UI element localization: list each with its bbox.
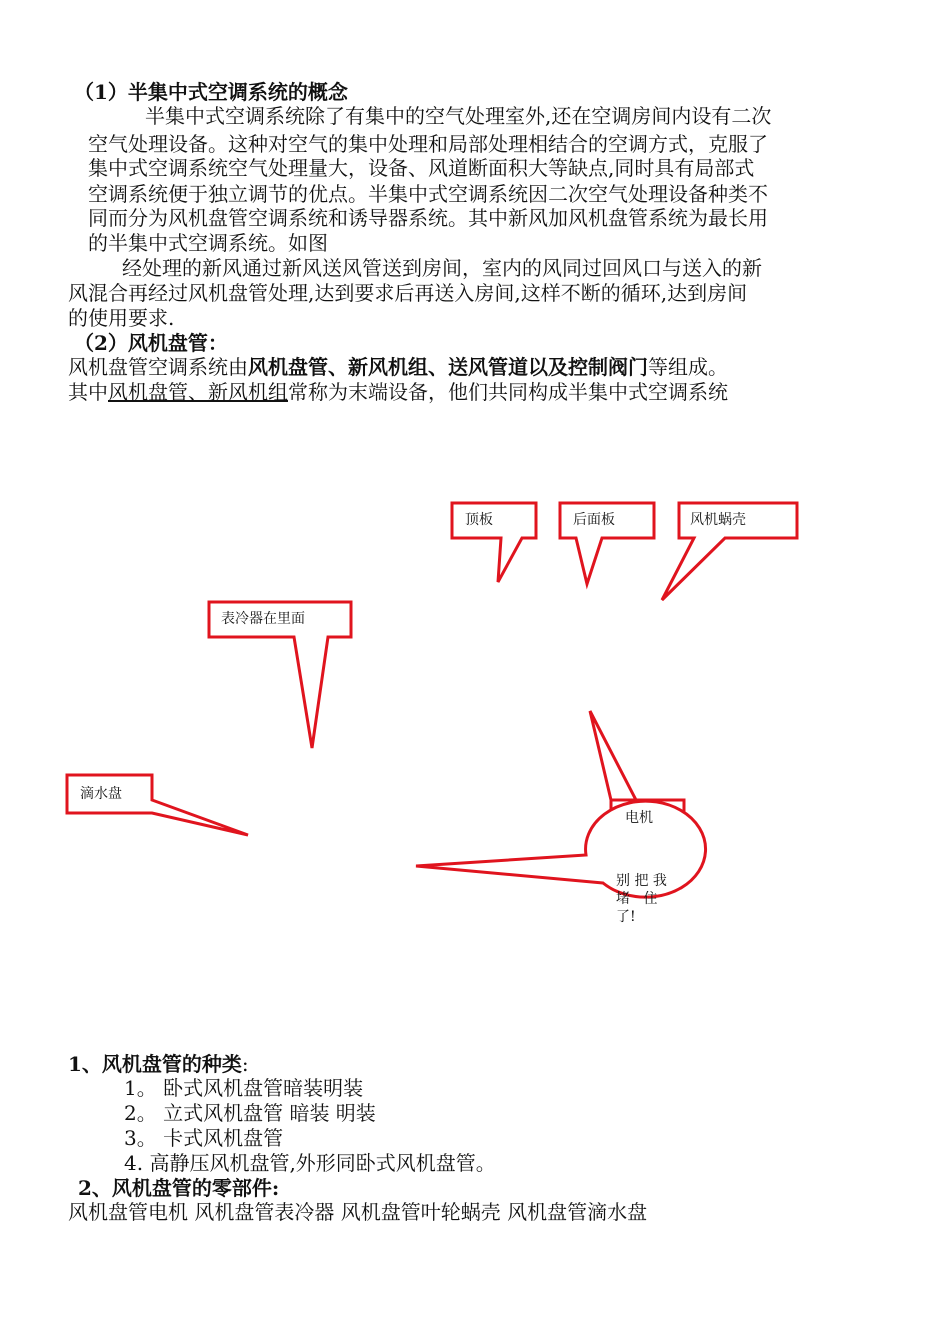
section1-para2-line: 风混合再经过风机盘管处理,达到要求后再送入房间,这样不断的循环,达到房间 xyxy=(68,281,748,305)
callout-dont-block-label: 别 把 我 堵 住 了! xyxy=(616,873,667,925)
callout-drip-tray-shape xyxy=(67,775,248,835)
section2-heading: （2）风机盘管： xyxy=(74,331,228,355)
parts-heading: 2、风机盘管的零部件: xyxy=(78,1176,280,1200)
callout-top-panel-label: 顶板 xyxy=(465,512,493,528)
section1-para2-line: 的使用要求. xyxy=(68,306,175,330)
types-list-item: 2。 立式风机盘管 暗装 明装 xyxy=(124,1101,376,1125)
types-heading: 1、风机盘管的种类 xyxy=(68,1052,242,1076)
callout-rear-panel-label: 后面板 xyxy=(573,512,615,528)
section1-para-line: 空调系统便于独立调节的优点。半集中式空调系统因二次空气处理设备种类不 xyxy=(88,182,768,206)
types-list-item: 4. 高静压风机盘管,外形同卧式风机盘管。 xyxy=(124,1151,496,1175)
section1-para-line: 半集中式空调系统除了有集中的空气处理室外,还在空调房间内设有二次 xyxy=(145,104,772,128)
callout-cooling-coil-label: 表冷器在里面 xyxy=(221,611,305,627)
composition-suffix: 等组成。 xyxy=(648,355,728,379)
section1-para-line: 的半集中式空调系统。如图 xyxy=(88,231,328,255)
types-heading-line xyxy=(68,1052,249,1076)
callout-fan-volute-label: 风机蜗壳 xyxy=(690,512,746,528)
terminal-devices: 风机盘管、新风机组 xyxy=(108,380,288,404)
composition-components: 风机盘管、新风机组、送风管道以及控制阀门 xyxy=(248,355,648,379)
callout-drip-tray-label: 滴水盘 xyxy=(80,786,122,802)
types-list-item: 3。 卡式风机盘管 xyxy=(124,1126,284,1150)
parts-line: 风机盘管电机 风机盘管表冷器 风机盘管叶轮蜗壳 风机盘管滴水盘 xyxy=(68,1200,648,1224)
section1-para-line: 同而分为风机盘管空调系统和诱导器系统。其中新风加风机盘管系统为最长用 xyxy=(88,206,768,230)
types-heading-colon: : xyxy=(241,1052,249,1076)
section1-heading: （1）半集中式空调系统的概念 xyxy=(74,80,348,104)
terminal-prefix: 其中 xyxy=(68,380,108,404)
callout-motor-label: 电机 xyxy=(625,810,653,826)
types-list-item: 1。 卧式风机盘管暗装明装 xyxy=(124,1076,364,1100)
section1-para2-line: 经处理的新风通过新风送风管送到房间，室内的风同过回风口与送入的新 xyxy=(122,256,762,280)
section1-para-line: 集中式空调系统空气处理量大，设备、风道断面积大等缺点,同时具有局部式 xyxy=(88,156,755,180)
terminal-suffix: 常称为末端设备，他们共同构成半集中式空调系统 xyxy=(288,380,728,404)
composition-prefix: 风机盘管空调系统由 xyxy=(68,355,248,379)
section1-para-line: 空气处理设备。这种对空气的集中处理和局部处理相结合的空调方式，克服了 xyxy=(88,132,768,156)
